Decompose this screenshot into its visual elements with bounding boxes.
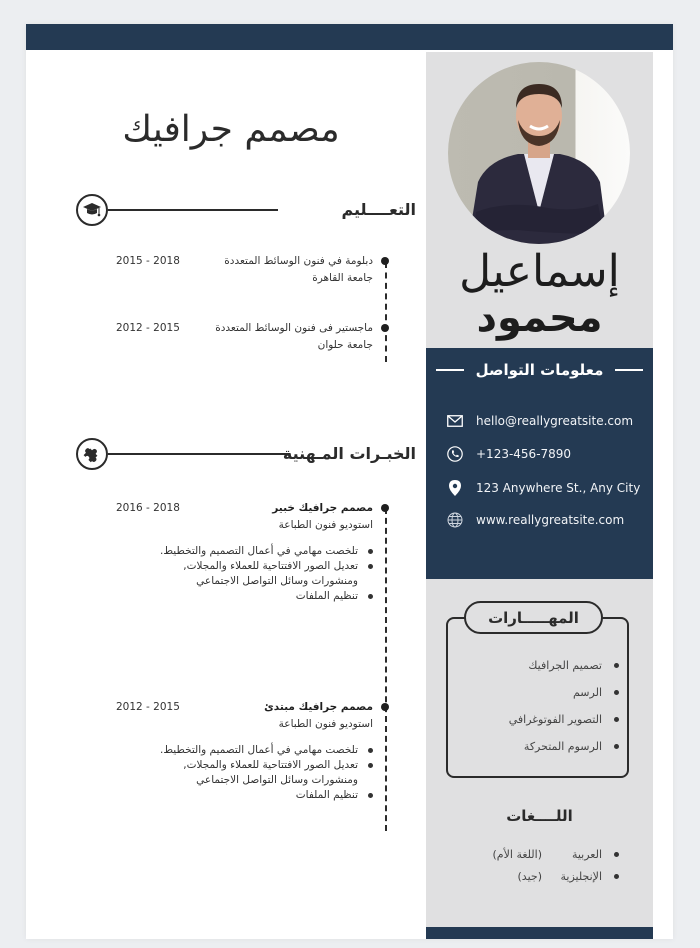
graduation-cap-icon xyxy=(76,194,108,226)
top-header-bar xyxy=(26,24,673,50)
timeline-dot xyxy=(381,324,389,332)
timeline-dot xyxy=(381,257,389,265)
first-name: إسماعيل xyxy=(459,246,620,297)
phone-icon xyxy=(446,445,464,463)
contact-phone[interactable] xyxy=(446,444,571,464)
skill-item: الرسوم المتحركة xyxy=(509,733,619,760)
language-level: (اللغة الأم) xyxy=(492,847,542,861)
education-entry xyxy=(224,253,373,287)
education-timeline xyxy=(385,262,387,362)
bullet-item-continued: ومنشورات وسائل التواصل الاجتماعي xyxy=(196,575,358,587)
contact-section-header xyxy=(426,358,653,382)
education-date: 2015 - 2018 xyxy=(116,255,180,267)
experience-entry xyxy=(160,699,373,803)
education-degree: ماجستير فى فنون الوسائط المتعددة xyxy=(215,322,373,334)
email-icon xyxy=(446,412,464,430)
experience-role: مصمم جرافيك خبير xyxy=(272,502,373,514)
location-pin-icon xyxy=(446,479,464,497)
language-level: (جيد) xyxy=(517,869,542,883)
divider-line xyxy=(108,209,278,211)
bottom-bar xyxy=(426,927,653,939)
experience-date: 2012 - 2015 xyxy=(116,701,180,713)
skills-title: المهـــــارات xyxy=(464,601,603,634)
experience-section-header xyxy=(76,438,416,472)
email-value: hello@reallygreatsite.com xyxy=(476,414,634,428)
timeline-dot xyxy=(381,703,389,711)
resume-page xyxy=(26,24,673,939)
experience-role: مصمم جرافيك مبتدئ xyxy=(264,701,373,713)
bullet-item: تنظيم الملفات xyxy=(160,589,373,604)
experience-company: استوديو فنون الطباعة xyxy=(278,519,373,531)
contact-email[interactable] xyxy=(446,411,633,431)
experience-bullets xyxy=(160,743,373,803)
skill-item: تصميم الجرافيك xyxy=(509,652,619,679)
education-school: جامعة حلوان xyxy=(317,339,373,351)
skill-item: الرسم xyxy=(509,679,619,706)
skill-item: التصوير الفوتوغرافي xyxy=(509,706,619,733)
website-value: www.reallygreatsite.com xyxy=(476,513,625,527)
bullet-item: تلخصت مهامي في أعمال التصميم والتخطيط. xyxy=(160,544,373,559)
experience-bullets xyxy=(160,544,373,604)
divider-line xyxy=(615,369,643,371)
language-item xyxy=(482,845,619,863)
last-name: محمود xyxy=(476,295,603,341)
education-date: 2012 - 2015 xyxy=(116,322,180,334)
contact-section xyxy=(426,348,653,579)
bullet-item: تعديل الصور الافتتاحية للعملاء والمجلات, xyxy=(160,758,373,773)
side-panel xyxy=(426,52,653,939)
bullet-item: تلخصت مهامي في أعمال التصميم والتخطيط. xyxy=(160,743,373,758)
divider-line xyxy=(436,369,464,371)
skills-list xyxy=(509,652,619,760)
contact-title: معلومات التواصل xyxy=(475,361,604,379)
education-school: جامعة القاهرة xyxy=(312,272,373,284)
education-entry xyxy=(215,320,373,354)
contact-website[interactable] xyxy=(446,510,624,530)
bullet-item: تنظيم الملفات xyxy=(160,788,373,803)
contact-address[interactable] xyxy=(446,478,640,498)
language-name: العربية xyxy=(571,847,602,861)
bullet-item-continued: ومنشورات وسائل التواصل الاجتماعي xyxy=(196,774,358,786)
phone-value: +123-456-7890 xyxy=(476,447,572,461)
languages-title: اللــــغات xyxy=(506,807,573,825)
experience-title: الخبـرات المـهنية xyxy=(282,444,416,463)
bullet-item: تعديل الصور الافتتاحية للعملاء والمجلات, xyxy=(160,559,373,574)
language-name: الإنجليزية xyxy=(560,869,602,883)
globe-icon xyxy=(446,511,464,529)
experience-date: 2016 - 2018 xyxy=(116,502,180,514)
job-title: مصمم جرافيك xyxy=(122,109,340,150)
experience-entry xyxy=(160,500,373,604)
divider-line xyxy=(108,453,290,455)
profile-photo xyxy=(448,62,630,244)
education-degree: دبلومة في فنون الوسائط المتعددة xyxy=(224,255,373,267)
timeline-dot xyxy=(381,504,389,512)
address-value: 123 Anywhere St., Any City xyxy=(476,481,641,495)
education-section-header xyxy=(76,194,416,228)
experience-company: استوديو فنون الطباعة xyxy=(278,718,373,730)
language-item xyxy=(482,867,619,885)
education-title: التعــــليم xyxy=(341,200,416,219)
puzzle-icon xyxy=(76,438,108,470)
experience-timeline xyxy=(385,508,387,831)
